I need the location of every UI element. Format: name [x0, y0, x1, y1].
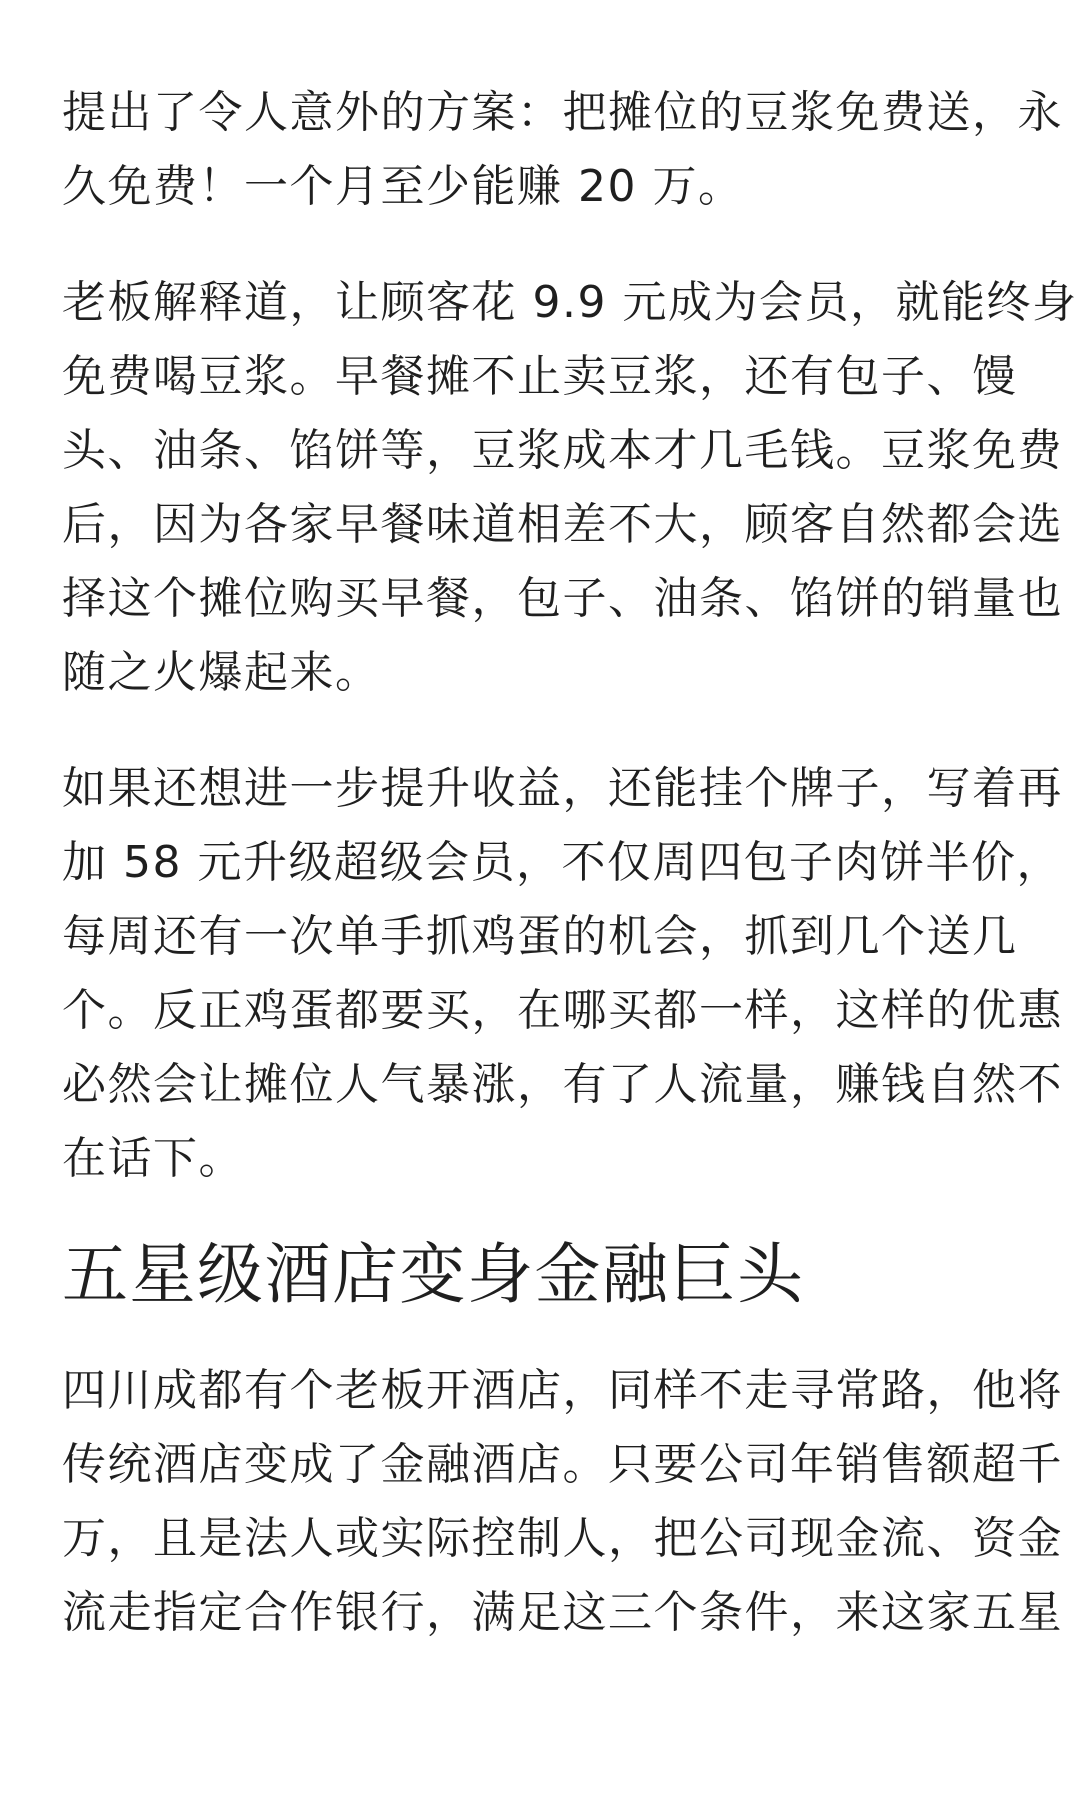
text-line: 免费喝豆浆。早餐摊不止卖豆浆，还有包子、馒 [62, 351, 1018, 402]
text-line: 老板解释道，让顾客花 9.9 元成为会员，就能终身 [62, 277, 1078, 328]
paragraph-free-soymilk [62, 76, 1063, 224]
text-line: 随之火爆起来。 [62, 647, 381, 698]
text-line: 择这个摊位购买早餐，包子、油条、馅饼的销量也 [62, 573, 1063, 624]
text-line: 万，且是法人或实际控制人，把公司现金流、资金 [62, 1513, 1063, 1564]
text-line: 必然会让摊位人气暴涨，有了人流量，赚钱自然不 [62, 1059, 1063, 1110]
text-line: 四川成都有个老板开酒店，同样不走寻常路，他将 [62, 1365, 1063, 1416]
text-line: 头、油条、馅饼等，豆浆成本才几毛钱。豆浆免费 [62, 425, 1063, 476]
text-line: 如果还想进一步提升收益，还能挂个牌子，写着再 [62, 763, 1063, 814]
text-line: 在话下。 [62, 1133, 244, 1184]
text-line: 个。反正鸡蛋都要买，在哪买都一样，这样的优惠 [62, 985, 1063, 1036]
section-heading [62, 1238, 1028, 1312]
paragraph-membership-explanation [62, 266, 1078, 710]
section-heading-text: 五星级酒店变身金融巨头 [62, 1236, 805, 1313]
text-line: 每周还有一次单手抓鸡蛋的机会，抓到几个送几 [62, 911, 1018, 962]
article-body [62, 76, 1078, 1650]
text-line: 提出了令人意外的方案：把摊位的豆浆免费送，永 [62, 87, 1063, 138]
paragraph-financial-hotel [62, 1354, 1063, 1650]
text-line: 久免费！一个月至少能赚 20 万。 [62, 161, 744, 212]
text-line: 流走指定合作银行，满足这三个条件，来这家五星 [62, 1587, 1063, 1638]
paragraph-super-member [62, 752, 1063, 1196]
text-line: 传统酒店变成了金融酒店。只要公司年销售额超千 [62, 1439, 1063, 1490]
text-line: 后，因为各家早餐味道相差不大，顾客自然都会选 [62, 499, 1063, 550]
text-line: 加 58 元升级超级会员，不仅周四包子肉饼半价， [62, 837, 1062, 888]
